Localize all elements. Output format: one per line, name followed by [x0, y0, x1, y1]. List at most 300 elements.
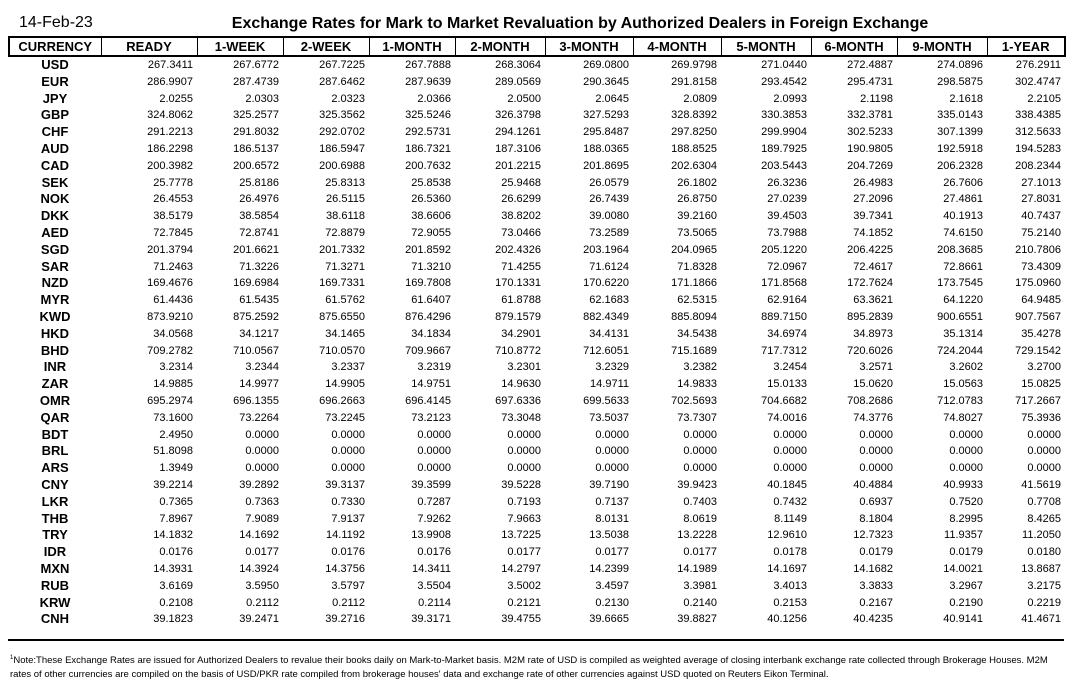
- rate-cell: 2.0366: [417, 92, 451, 105]
- rate-cell: 34.5438: [677, 327, 717, 340]
- currency-code: SGD: [40, 241, 70, 257]
- rate-cell: 38.6606: [411, 210, 451, 223]
- rate-cell: 186.5137: [233, 142, 279, 155]
- rate-cell: 200.7632: [405, 159, 451, 172]
- rate-cell: 14.2797: [501, 562, 541, 575]
- rate-cell: 201.8592: [405, 243, 451, 256]
- rate-cell: 39.2160: [677, 210, 717, 223]
- table-row: [9, 259, 1065, 276]
- rate-cell: 206.2328: [937, 159, 983, 172]
- rate-cell: 14.1832: [153, 529, 193, 542]
- rate-cell: 720.6026: [847, 344, 893, 357]
- rate-cell: 0.7520: [949, 495, 983, 508]
- rate-cell: 712.6051: [583, 344, 629, 357]
- rate-cell: 51.8098: [153, 445, 193, 458]
- rate-cell: 3.2344: [245, 361, 279, 374]
- rate-cell: 889.7150: [761, 310, 807, 323]
- rate-cell: 2.2105: [1027, 92, 1061, 105]
- column-header: 6-MONTH: [811, 37, 897, 56]
- currency-code: IDR: [43, 544, 67, 560]
- table-row: [9, 427, 1065, 444]
- rate-cell: 14.9885: [153, 378, 193, 391]
- rate-cell: 0.0000: [595, 428, 629, 441]
- rate-cell: 201.7332: [319, 243, 365, 256]
- rate-cell: 0.2121: [507, 596, 541, 609]
- rate-cell: 14.1692: [239, 529, 279, 542]
- currency-code: QAR: [40, 409, 70, 425]
- rate-cell: 0.0000: [595, 462, 629, 475]
- rate-cell: 332.3781: [847, 109, 893, 122]
- rate-cell: 0.0000: [949, 428, 983, 441]
- rate-cell: 267.6772: [233, 59, 279, 71]
- rate-cell: 268.3064: [495, 59, 541, 71]
- currency-code: BRL: [41, 443, 69, 459]
- rate-cell: 64.9485: [1021, 294, 1061, 307]
- rate-cell: 0.0000: [1027, 462, 1061, 475]
- rate-cell: 38.5179: [153, 210, 193, 223]
- table-row: [9, 611, 1065, 628]
- rate-cell: 3.2602: [949, 361, 983, 374]
- rate-cell: 302.5233: [847, 126, 893, 139]
- rate-cell: 0.7365: [159, 495, 193, 508]
- rate-cell: 71.3271: [325, 260, 365, 273]
- rate-cell: 202.6304: [671, 159, 717, 172]
- currency-code: ARS: [41, 460, 69, 476]
- rate-cell: 61.5762: [325, 294, 365, 307]
- currency-code: RUB: [40, 577, 70, 593]
- currency-code: CNY: [41, 476, 69, 492]
- rate-cell: 0.7432: [773, 495, 807, 508]
- rate-cell: 38.8202: [501, 210, 541, 223]
- rate-cell: 0.0177: [595, 546, 629, 559]
- rate-cell: 269.0800: [583, 59, 629, 71]
- table-row: [9, 393, 1065, 410]
- rate-cell: 2.1618: [949, 92, 983, 105]
- rate-cell: 0.0000: [507, 428, 541, 441]
- rate-cell: 188.0365: [583, 142, 629, 155]
- rate-cell: 26.0579: [589, 176, 629, 189]
- rate-cell: 875.2592: [233, 310, 279, 323]
- rate-cell: 25.8313: [325, 176, 365, 189]
- rate-cell: 0.2130: [595, 596, 629, 609]
- currency-code: LKR: [41, 493, 69, 509]
- rate-cell: 0.0177: [683, 546, 717, 559]
- rate-cell: 704.6682: [761, 394, 807, 407]
- rate-cell: 27.0239: [767, 193, 807, 206]
- rate-cell: 0.0000: [683, 462, 717, 475]
- rate-cell: 7.9262: [417, 512, 451, 525]
- rate-cell: 330.3853: [761, 109, 807, 122]
- currency-code: KRW: [39, 594, 71, 610]
- rate-cell: 717.7312: [761, 344, 807, 357]
- rate-cell: 75.3936: [1021, 411, 1061, 424]
- rate-cell: 326.3798: [495, 109, 541, 122]
- rate-cell: 882.4349: [583, 310, 629, 323]
- rate-cell: 0.0000: [773, 462, 807, 475]
- rate-cell: 3.2175: [1027, 579, 1061, 592]
- rates-body: [9, 56, 1065, 628]
- rate-cell: 327.5293: [583, 109, 629, 122]
- rate-cell: 0.0179: [949, 546, 983, 559]
- rate-cell: 12.9610: [767, 529, 807, 542]
- rate-cell: 8.1149: [774, 512, 807, 525]
- rate-cell: 27.8031: [1021, 193, 1061, 206]
- rate-cell: 0.0000: [417, 428, 451, 441]
- rate-cell: 14.3931: [153, 562, 193, 575]
- table-row: [9, 74, 1065, 91]
- rate-cell: 35.4278: [1021, 327, 1061, 340]
- rate-cell: 287.6462: [319, 75, 365, 88]
- rate-cell: 39.9423: [677, 478, 717, 491]
- currency-code: JPY: [42, 90, 68, 106]
- rate-cell: 2.0323: [331, 92, 365, 105]
- rate-cell: 271.0440: [761, 59, 807, 71]
- rate-cell: 0.0180: [1027, 546, 1061, 559]
- table-row: [9, 527, 1065, 544]
- rate-cell: 298.5875: [937, 75, 983, 88]
- rate-cell: 7.8967: [159, 512, 193, 525]
- rate-cell: 71.3226: [239, 260, 279, 273]
- rate-cell: 39.3171: [411, 613, 451, 626]
- currency-code: NZD: [41, 275, 69, 291]
- table-row: [9, 494, 1065, 511]
- rate-cell: 702.5693: [671, 394, 717, 407]
- rate-cell: 0.0177: [507, 546, 541, 559]
- rate-cell: 201.6621: [233, 243, 279, 256]
- rate-cell: 3.5797: [331, 579, 365, 592]
- rate-cell: 3.3981: [683, 579, 717, 592]
- rate-cell: 295.4731: [847, 75, 893, 88]
- table-row: [9, 309, 1065, 326]
- rate-cell: 3.5504: [417, 579, 451, 592]
- rate-cell: 709.2782: [147, 344, 193, 357]
- rate-cell: 72.7845: [153, 226, 193, 239]
- rate-cell: 25.9468: [501, 176, 541, 189]
- rate-cell: 13.2228: [677, 529, 717, 542]
- rate-cell: 61.6407: [411, 294, 451, 307]
- rate-cell: 729.1542: [1015, 344, 1061, 357]
- rate-cell: 0.0176: [417, 546, 451, 559]
- rate-cell: 62.9164: [767, 294, 807, 307]
- table-row: [9, 124, 1065, 141]
- rate-cell: 15.0825: [1021, 378, 1061, 391]
- footnote: [10, 651, 1066, 682]
- rate-cell: 876.4296: [405, 310, 451, 323]
- table-row: [9, 561, 1065, 578]
- rate-cell: 0.0176: [159, 546, 193, 559]
- rate-cell: 172.7624: [847, 277, 893, 290]
- rate-cell: 210.7806: [1015, 243, 1061, 256]
- currency-code: MYR: [40, 292, 70, 308]
- rate-cell: 0.0176: [331, 546, 365, 559]
- rate-cell: 2.4950: [159, 428, 193, 441]
- rate-cell: 2.0303: [245, 92, 279, 105]
- currency-code: AUD: [40, 140, 70, 156]
- rate-cell: 40.7437: [1021, 210, 1061, 223]
- rate-cell: 696.2663: [319, 394, 365, 407]
- rate-cell: 0.0000: [949, 445, 983, 458]
- rate-cell: 879.1579: [495, 310, 541, 323]
- rate-cell: 14.2399: [589, 562, 629, 575]
- rate-cell: 72.4617: [853, 260, 893, 273]
- rate-cell: 74.0016: [767, 411, 807, 424]
- rate-cell: 8.1804: [859, 512, 893, 525]
- report-date: 14-Feb-23: [19, 14, 93, 31]
- rate-cell: 40.4235: [853, 613, 893, 626]
- currency-code: ZAR: [41, 376, 69, 392]
- rate-cell: 201.8695: [583, 159, 629, 172]
- rate-cell: 299.9904: [761, 126, 807, 139]
- rate-cell: 269.9798: [671, 59, 717, 71]
- rate-cell: 3.4597: [595, 579, 629, 592]
- rate-cell: 71.2463: [153, 260, 193, 273]
- rate-cell: 34.1217: [239, 327, 279, 340]
- currency-code: KWD: [39, 308, 71, 324]
- rate-cell: 0.7137: [595, 495, 629, 508]
- rate-cell: 0.0000: [1027, 445, 1061, 458]
- currency-code: USD: [41, 57, 69, 72]
- rate-cell: 2.0809: [683, 92, 717, 105]
- rate-cell: 907.7567: [1015, 310, 1061, 323]
- rate-cell: 0.0000: [683, 428, 717, 441]
- rate-cell: 204.7269: [847, 159, 893, 172]
- rate-cell: 875.6550: [319, 310, 365, 323]
- rate-cell: 0.2108: [159, 596, 193, 609]
- table-row: [9, 578, 1065, 595]
- column-header: 2-WEEK: [283, 37, 369, 56]
- rate-cell: 186.5947: [319, 142, 365, 155]
- rate-cell: 0.0000: [507, 445, 541, 458]
- rate-cell: 34.1465: [325, 327, 365, 340]
- rate-cell: 72.8661: [943, 260, 983, 273]
- column-header: 1-WEEK: [197, 37, 283, 56]
- rate-cell: 3.2700: [1027, 361, 1061, 374]
- rate-cell: 200.6572: [233, 159, 279, 172]
- currency-code: EUR: [41, 73, 69, 89]
- rate-cell: 173.7545: [937, 277, 983, 290]
- rate-cell: 27.4861: [943, 193, 983, 206]
- table-row: [9, 107, 1065, 124]
- rate-cell: 325.2577: [233, 109, 279, 122]
- table-row: [9, 544, 1065, 561]
- rate-cell: 26.8750: [677, 193, 717, 206]
- rate-cell: 203.1964: [583, 243, 629, 256]
- rate-cell: 169.6984: [233, 277, 279, 290]
- rate-cell: 71.8328: [677, 260, 717, 273]
- currency-code: DKK: [40, 208, 70, 224]
- rate-cell: 292.5731: [405, 126, 451, 139]
- rate-cell: 14.1682: [853, 562, 893, 575]
- rate-cell: 39.2471: [239, 613, 279, 626]
- rate-cell: 14.1989: [677, 562, 717, 575]
- rate-cell: 41.5619: [1021, 478, 1061, 491]
- rate-cell: 72.8879: [325, 226, 365, 239]
- rate-cell: 0.0000: [331, 445, 365, 458]
- rate-cell: 75.2140: [1021, 226, 1061, 239]
- rate-cell: 187.3106: [495, 142, 541, 155]
- rate-cell: 25.8538: [411, 176, 451, 189]
- rate-cell: 35.1314: [943, 327, 983, 340]
- header-row: [9, 37, 1065, 56]
- rate-cell: 72.9055: [411, 226, 451, 239]
- rate-cell: 14.9751: [411, 378, 451, 391]
- rate-cell: 39.5228: [501, 478, 541, 491]
- rate-cell: 26.6299: [501, 193, 541, 206]
- rate-cell: 3.2319: [417, 361, 451, 374]
- rate-cell: 0.7403: [683, 495, 717, 508]
- rate-cell: 3.2337: [331, 361, 365, 374]
- rate-cell: 208.3685: [937, 243, 983, 256]
- rate-cell: 73.2123: [411, 411, 451, 424]
- rate-cell: 189.7925: [761, 142, 807, 155]
- rate-cell: 0.0000: [331, 428, 365, 441]
- rate-cell: 0.0000: [245, 445, 279, 458]
- rate-cell: 201.2215: [495, 159, 541, 172]
- rate-cell: 73.7988: [767, 226, 807, 239]
- rate-cell: 0.2167: [859, 596, 893, 609]
- rate-cell: 708.2686: [847, 394, 893, 407]
- rates-table: [8, 36, 1066, 628]
- rate-cell: 63.3621: [853, 294, 893, 307]
- rate-cell: 0.0000: [859, 445, 893, 458]
- currency-code: CHF: [41, 124, 69, 140]
- rate-cell: 302.4747: [1015, 75, 1061, 88]
- rate-cell: 38.5854: [239, 210, 279, 223]
- rate-cell: 40.9933: [943, 478, 983, 491]
- column-header: CURRENCY: [9, 37, 101, 56]
- rate-cell: 64.1220: [943, 294, 983, 307]
- rate-cell: 0.0000: [859, 462, 893, 475]
- rate-cell: 900.6551: [937, 310, 983, 323]
- rate-cell: 62.5315: [677, 294, 717, 307]
- rate-cell: 0.0000: [417, 445, 451, 458]
- table-row: [9, 242, 1065, 259]
- rate-cell: 14.0021: [943, 562, 983, 575]
- currency-code: HKD: [40, 325, 70, 341]
- rate-cell: 205.1220: [761, 243, 807, 256]
- column-header: 3-MONTH: [545, 37, 633, 56]
- rate-cell: 171.8568: [761, 277, 807, 290]
- table-row: [9, 359, 1065, 376]
- table-row: [9, 158, 1065, 175]
- rate-cell: 710.8772: [495, 344, 541, 357]
- rate-cell: 293.4542: [761, 75, 807, 88]
- rate-cell: 7.9089: [245, 512, 279, 525]
- rate-cell: 34.8973: [853, 327, 893, 340]
- rate-cell: 170.1331: [495, 277, 541, 290]
- rate-cell: 73.5065: [677, 226, 717, 239]
- rate-cell: 8.0619: [683, 512, 717, 525]
- rate-cell: 328.8392: [671, 109, 717, 122]
- rate-cell: 0.0000: [859, 428, 893, 441]
- rate-cell: 712.0783: [937, 394, 983, 407]
- rate-cell: 710.0570: [319, 344, 365, 357]
- rate-cell: 14.9711: [590, 378, 629, 391]
- rate-cell: 40.4884: [853, 478, 893, 491]
- currency-code: NOK: [40, 191, 70, 207]
- rate-cell: 3.2314: [159, 361, 193, 374]
- rate-cell: 0.2153: [773, 596, 807, 609]
- currency-code: CAD: [40, 157, 70, 173]
- currency-code: SAR: [41, 258, 69, 274]
- rate-cell: 73.3048: [501, 411, 541, 424]
- rate-cell: 73.1600: [153, 411, 193, 424]
- rate-cell: 73.2245: [325, 411, 365, 424]
- rate-cell: 0.7363: [245, 495, 279, 508]
- rate-cell: 39.7190: [589, 478, 629, 491]
- rate-cell: 11.2050: [1022, 529, 1061, 542]
- rate-cell: 3.6169: [159, 579, 193, 592]
- rate-cell: 0.0177: [245, 546, 279, 559]
- rate-cell: 200.3982: [147, 159, 193, 172]
- rate-cell: 2.0993: [773, 92, 807, 105]
- rate-cell: 26.4553: [153, 193, 193, 206]
- rate-cell: 325.3562: [319, 109, 365, 122]
- rate-cell: 27.2096: [853, 193, 893, 206]
- rate-cell: 14.9630: [501, 378, 541, 391]
- rate-cell: 709.9667: [405, 344, 451, 357]
- currency-code: OMR: [39, 392, 71, 408]
- rate-cell: 0.0000: [595, 445, 629, 458]
- rate-cell: 34.0568: [153, 327, 193, 340]
- rate-cell: 272.4887: [847, 59, 893, 71]
- rate-cell: 73.2264: [239, 411, 279, 424]
- rate-cell: 2.0500: [507, 92, 541, 105]
- rate-cell: 71.6124: [589, 260, 629, 273]
- rate-cell: 7.9663: [507, 512, 541, 525]
- rate-cell: 0.0000: [245, 428, 279, 441]
- rate-cell: 15.0133: [767, 378, 807, 391]
- rate-cell: 26.5360: [411, 193, 451, 206]
- rate-cell: 3.3833: [859, 579, 893, 592]
- currency-code: THB: [41, 510, 69, 526]
- table-row: [9, 511, 1065, 528]
- rate-cell: 7.9137: [331, 512, 365, 525]
- table-row: [9, 326, 1065, 343]
- rate-cell: 74.3776: [853, 411, 893, 424]
- rate-cell: 61.5435: [239, 294, 279, 307]
- rate-cell: 715.1689: [671, 344, 717, 357]
- currency-code: CNH: [40, 611, 70, 627]
- rate-cell: 14.1697: [767, 562, 807, 575]
- rate-cell: 25.8186: [239, 176, 279, 189]
- currency-code: GBP: [40, 107, 70, 123]
- rate-cell: 0.0178: [773, 546, 807, 559]
- column-header: 1-YEAR: [987, 37, 1065, 56]
- rate-cell: 186.2298: [147, 142, 193, 155]
- rate-cell: 267.3411: [147, 59, 193, 71]
- rate-cell: 710.0567: [233, 344, 279, 357]
- rate-cell: 171.1866: [671, 277, 717, 290]
- rate-cell: 8.2995: [949, 512, 983, 525]
- rate-cell: 0.7330: [331, 495, 365, 508]
- rate-cell: 0.7193: [507, 495, 541, 508]
- rate-cell: 0.0000: [507, 462, 541, 475]
- rate-cell: 26.4983: [853, 176, 893, 189]
- rate-cell: 204.0965: [671, 243, 717, 256]
- table-row: [9, 225, 1065, 242]
- rate-cell: 0.0000: [773, 428, 807, 441]
- rate-cell: 39.4755: [501, 613, 541, 626]
- rate-cell: 13.9908: [411, 529, 451, 542]
- rate-cell: 39.1823: [153, 613, 193, 626]
- column-header: 5-MONTH: [721, 37, 811, 56]
- rate-cell: 0.6937: [859, 495, 893, 508]
- rate-cell: 39.2214: [153, 478, 193, 491]
- rate-cell: 39.7341: [853, 210, 893, 223]
- rate-cell: 0.0179: [859, 546, 893, 559]
- rate-cell: 295.8487: [583, 126, 629, 139]
